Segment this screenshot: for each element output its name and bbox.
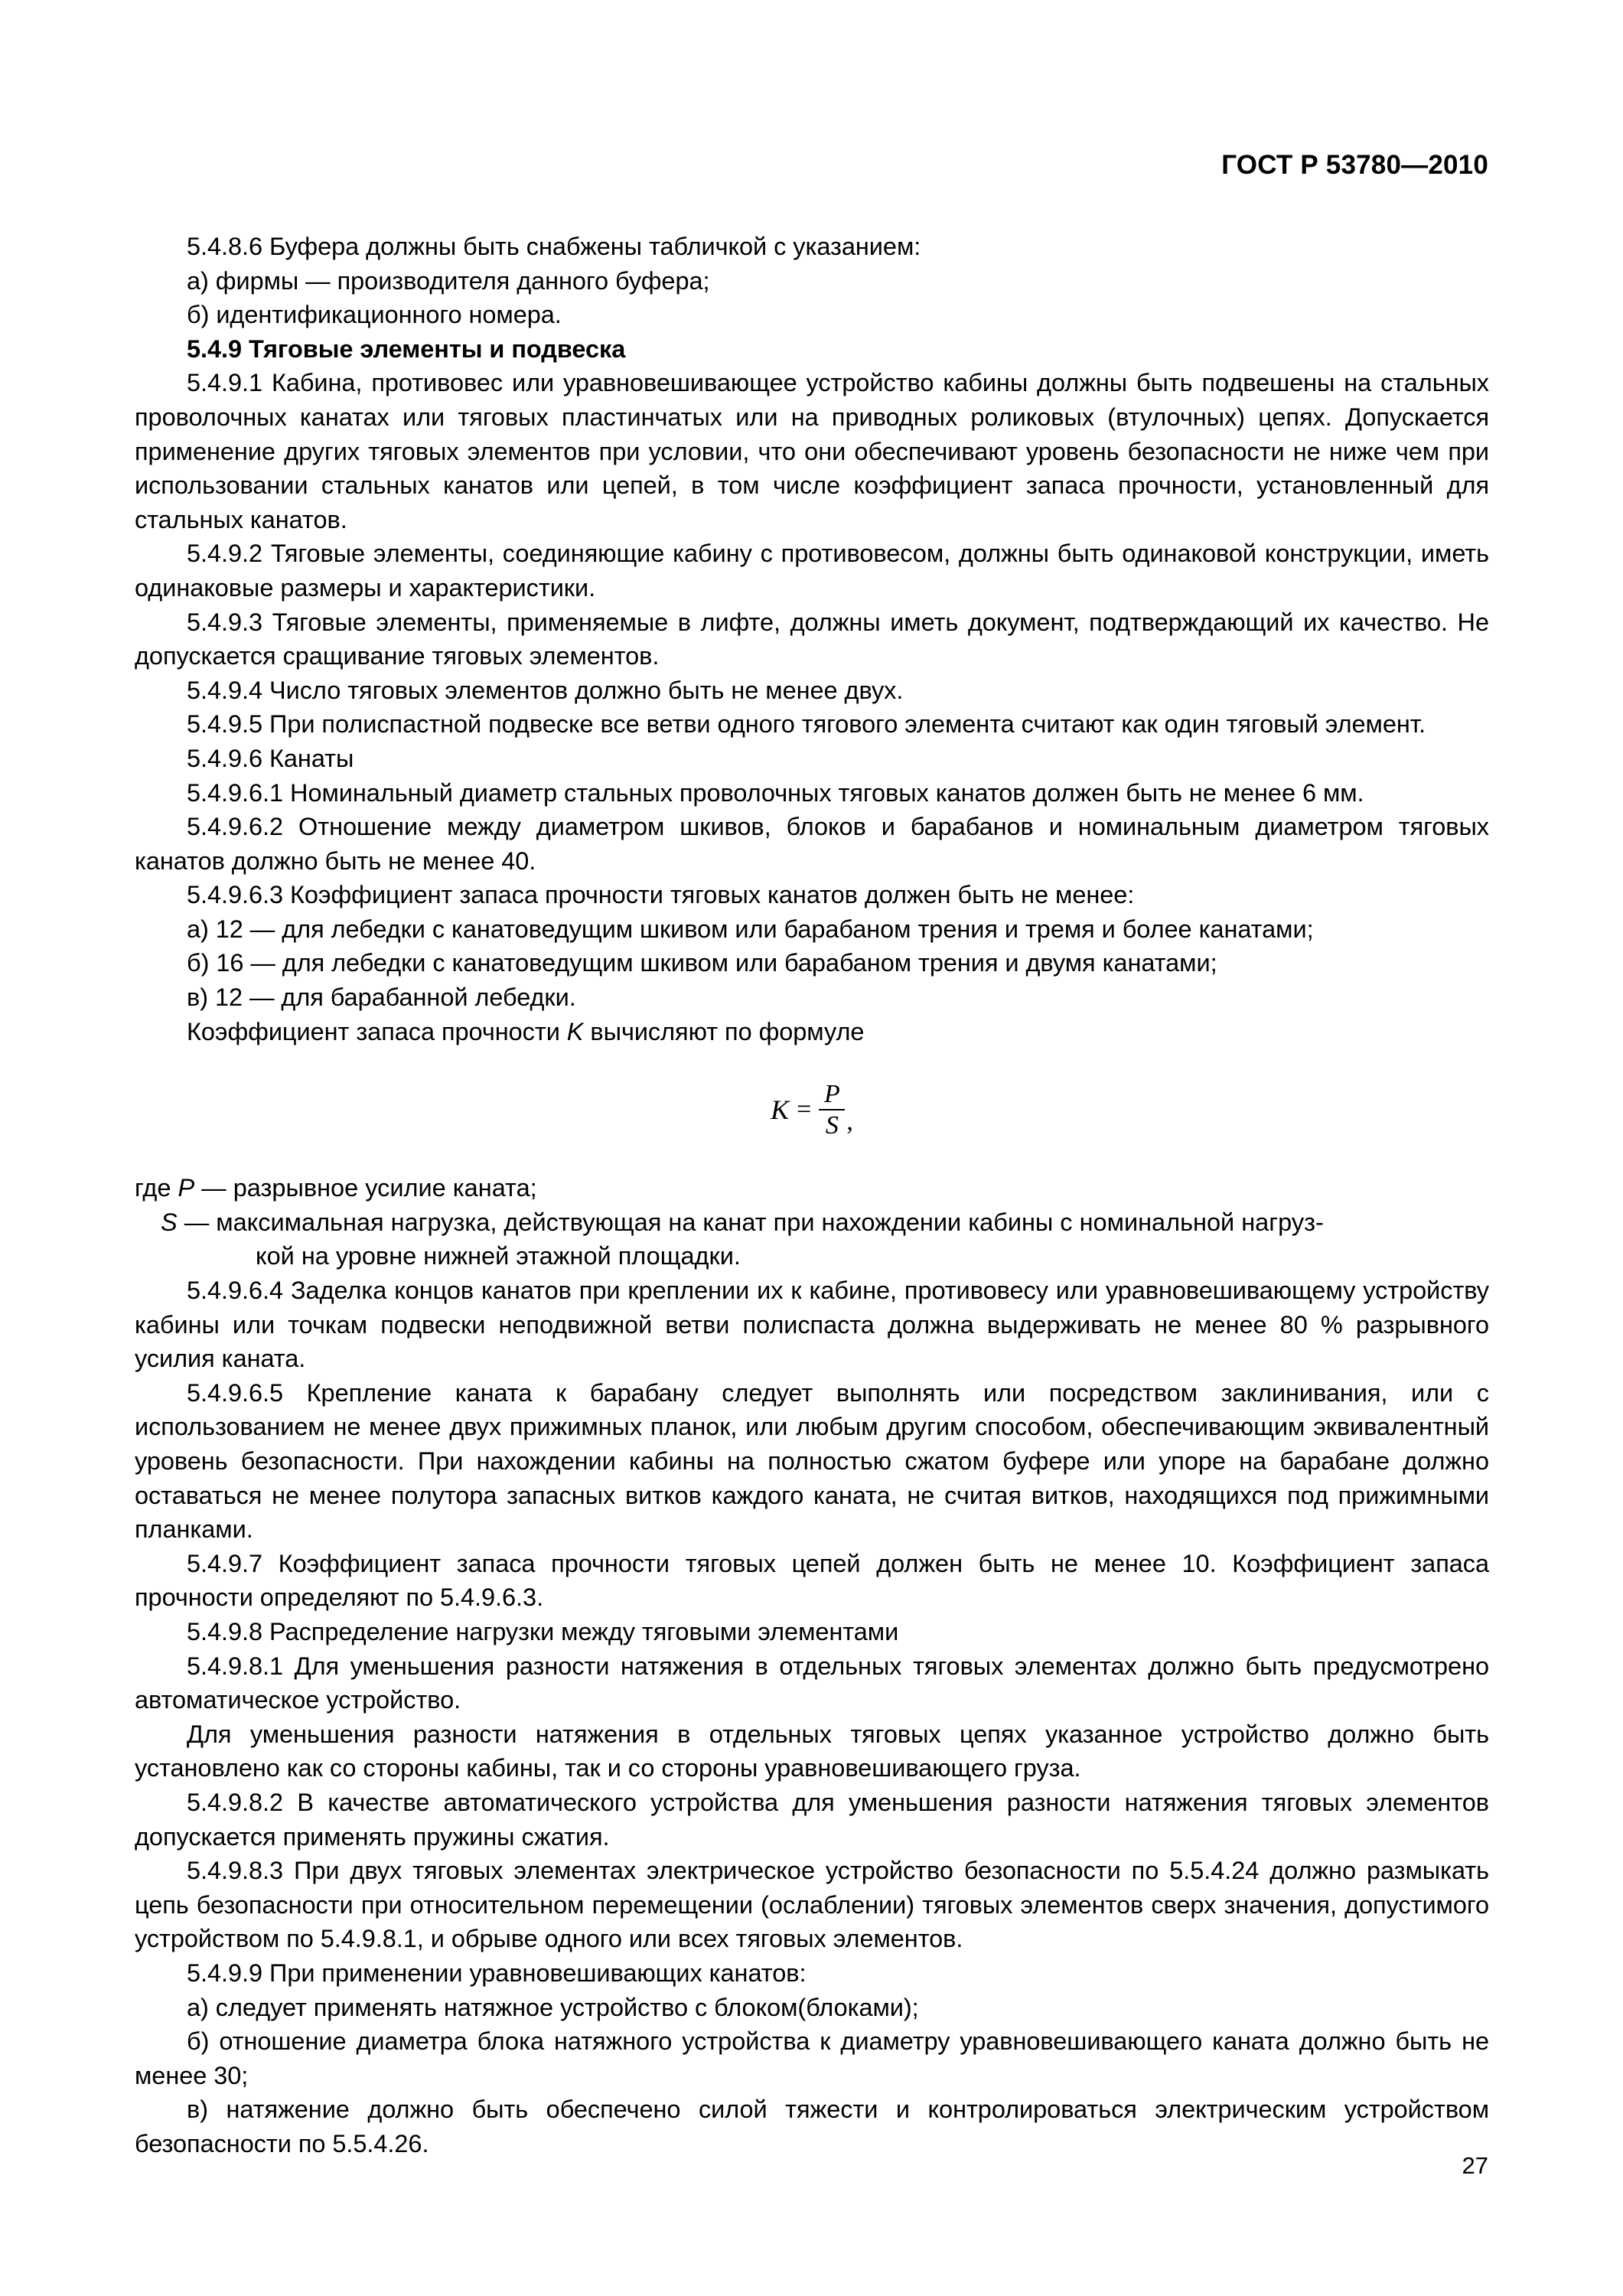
- list-item-v-5963: в) 12 — для барабанной лебедки.: [187, 983, 576, 1012]
- legend-entry-p: [135, 1171, 1489, 1205]
- formula-intro-after: вычисляют по формуле: [583, 1017, 865, 1045]
- clause-5-4-9-2: 5.4.9.2 Тяговые элементы, соединяющие кабину с противовесом, должны быть одинаковой конструкции, иметь одинаковые размеры и характеристики.: [135, 540, 1489, 602]
- list-item-v-5499: в) натяжение должно быть обеспечено силой тяжести и контролироваться электрическим устройством безопасности по 5.5.4.26.: [135, 2095, 1489, 2157]
- clause-5-4-9-8-2: 5.4.9.8.2 В качестве автоматического устройства для уменьшения разности натяжения тяговых элементов допускается применять пружины сжатия.: [135, 1788, 1489, 1851]
- formula-equals-sign: =: [797, 1095, 812, 1124]
- formula-intro-before: Коэффициент запаса прочности: [187, 1017, 567, 1045]
- list-item-a-5499: а) следует применять натяжное устройство с блоком(блоками);: [187, 1993, 919, 2021]
- formula-k-equals-p-over-s: [771, 1081, 853, 1140]
- clause-5-4-9-8-3: 5.4.9.8.3 При двух тяговых элементах электрическое устройство безопасности по 5.5.4.24 должно размыкать цепь безопасности при относительном перемещении (ослаблении) тяговых элементов сверх значения, допустимого устройством по 5.4.9.8.1, и обрыве одного или всех тяговых элементов.: [135, 1857, 1489, 1953]
- clause-5-4-9-7: 5.4.9.7 Коэффициент запаса прочности тяговых цепей должен быть не менее 10. Коэффициент запаса прочности определяют по 5.4.9.6.3.: [135, 1549, 1489, 1612]
- formula-numerator: P: [823, 1079, 840, 1108]
- list-item-b-5963: б) 16 — для лебедки с канатоведущим шкивом или барабаном трения и двумя канатами;: [187, 949, 1217, 977]
- formula-block: [135, 1049, 1489, 1171]
- clause-5-4-9-6-3: 5.4.9.6.3 Коэффициент запаса прочности тяговых канатов должен быть не менее:: [187, 881, 1135, 909]
- body-column: [135, 230, 1489, 2161]
- formula-lhs: K: [771, 1094, 790, 1126]
- clause-5-4-9-6: 5.4.9.6 Канаты: [187, 744, 354, 772]
- legend-entry-s-continuation: кой на уровне нижней этажной площадки.: [256, 1242, 741, 1270]
- clause-5-4-9-8: 5.4.9.8 Распределение нагрузки между тяговыми элементами: [187, 1617, 899, 1645]
- formula-fraction: [819, 1081, 845, 1140]
- formula-intro-symbol: K: [566, 1017, 584, 1045]
- legend-where-label: где: [135, 1174, 178, 1202]
- clause-5-4-9-1: 5.4.9.1 Кабина, противовес или уравновешивающее устройство кабины должны быть подвешены на стальных проволочных канатах или тяговых пластинчатых или на приводных роликовых (втулочных) цепях. Допускается применение других тяговых элементов при условии, что они обеспечивают уровень безопасности не ниже чем при использовании стальных канатов или цепей, в том числе коэффициент запаса прочности, установленный для стальных канатов.: [135, 369, 1489, 533]
- legend-text-s: — максимальная нагрузка, действующая на канат при нахождении кабины с номинальной нагруз-: [177, 1208, 1324, 1236]
- clause-5-4-9-5: 5.4.9.5 При полиспастной подвеске все ветви одного тягового элемента считают как один тяговый элемент.: [187, 710, 1426, 739]
- clause-5-4-9-3: 5.4.9.3 Тяговые элементы, применяемые в лифте, должны иметь документ, подтверждающий их качество. Не допускается сращивание тяговых элементов.: [135, 608, 1489, 670]
- list-item-a-5963: а) 12 — для лебедки с канатоведущим шкивом или барабаном трения и тремя и более канатами;: [187, 915, 1314, 943]
- list-item-a-5486: а) фирмы — производителя данного буфера;: [187, 266, 710, 295]
- clause-5-4-9-8-1-second-paragraph: Для уменьшения разности натяжения в отдельных тяговых цепях указанное устройство должно быть установлено как со стороны кабины, так и со стороны уравновешивающего груза.: [135, 1720, 1489, 1782]
- heading-5-4-9: 5.4.9 Тяговые элементы и подвеска: [187, 334, 626, 363]
- clause-5-4-9-9: 5.4.9.9 При применении уравновешивающих канатов:: [187, 1958, 807, 1987]
- legend-symbol-p: P: [178, 1174, 195, 1202]
- clause-5-4-9-4: 5.4.9.4 Число тяговых элементов должно быть не менее двух.: [187, 676, 904, 704]
- list-item-b-5499: б) отношение диаметра блока натяжного устройства к диаметру уравновешивающего каната должно быть не менее 30;: [135, 2027, 1489, 2089]
- legend-entry-s: [135, 1205, 1489, 1240]
- clause-5-4-9-6-1: 5.4.9.6.1 Номинальный диаметр стальных проволочных тяговых канатов должен быть не менее 6 мм.: [187, 778, 1364, 807]
- page-number: 27: [1462, 2152, 1488, 2179]
- formula-legend: [135, 1171, 1489, 1274]
- formula-trailing-comma: ,: [846, 1107, 853, 1136]
- clause-5-4-9-6-5: 5.4.9.6.5 Крепление каната к барабану следует выполнять или посредством заклинивания, или с использованием не менее двух прижимных планок, или любым другим способом, обеспечивающим эквивалентный уровень безопасности. При нахождении кабины на полностью сжатом буфере или упоре на барабане должно оставаться не менее полутора запасных витков каждого каната, не считая витков, находящихся под прижимными планками.: [135, 1378, 1489, 1544]
- formula-intro: [135, 1015, 1489, 1049]
- standard-header: ГОСТ Р 53780—2010: [1221, 150, 1488, 180]
- legend-text-p: — разрывное усилие каната;: [194, 1174, 537, 1202]
- formula-denominator: S: [825, 1111, 839, 1140]
- legend-symbol-s: S: [161, 1208, 178, 1236]
- clause-5-4-9-8-1: 5.4.9.8.1 Для уменьшения разности натяжения в отдельных тяговых элементах должно быть предусмотрено автоматическое устройство.: [135, 1652, 1489, 1714]
- clause-5-4-8-6: 5.4.8.6 Буфера должны быть снабжены табличкой с указанием:: [187, 233, 921, 260]
- list-item-b-5486: б) идентификационного номера.: [187, 301, 562, 329]
- clause-5-4-9-6-4: 5.4.9.6.4 Заделка концов канатов при креплении их к кабине, противовесу или уравновешивающему устройству кабины или точкам подвески неподвижной ветви полиспаста должна выдерживать не менее 80 % разрывного усилия каната.: [135, 1277, 1489, 1373]
- clause-5-4-9-6-2: 5.4.9.6.2 Отношение между диаметром шкивов, блоков и барабанов и номинальным диаметром тяговых канатов должно быть не менее 40.: [135, 813, 1489, 875]
